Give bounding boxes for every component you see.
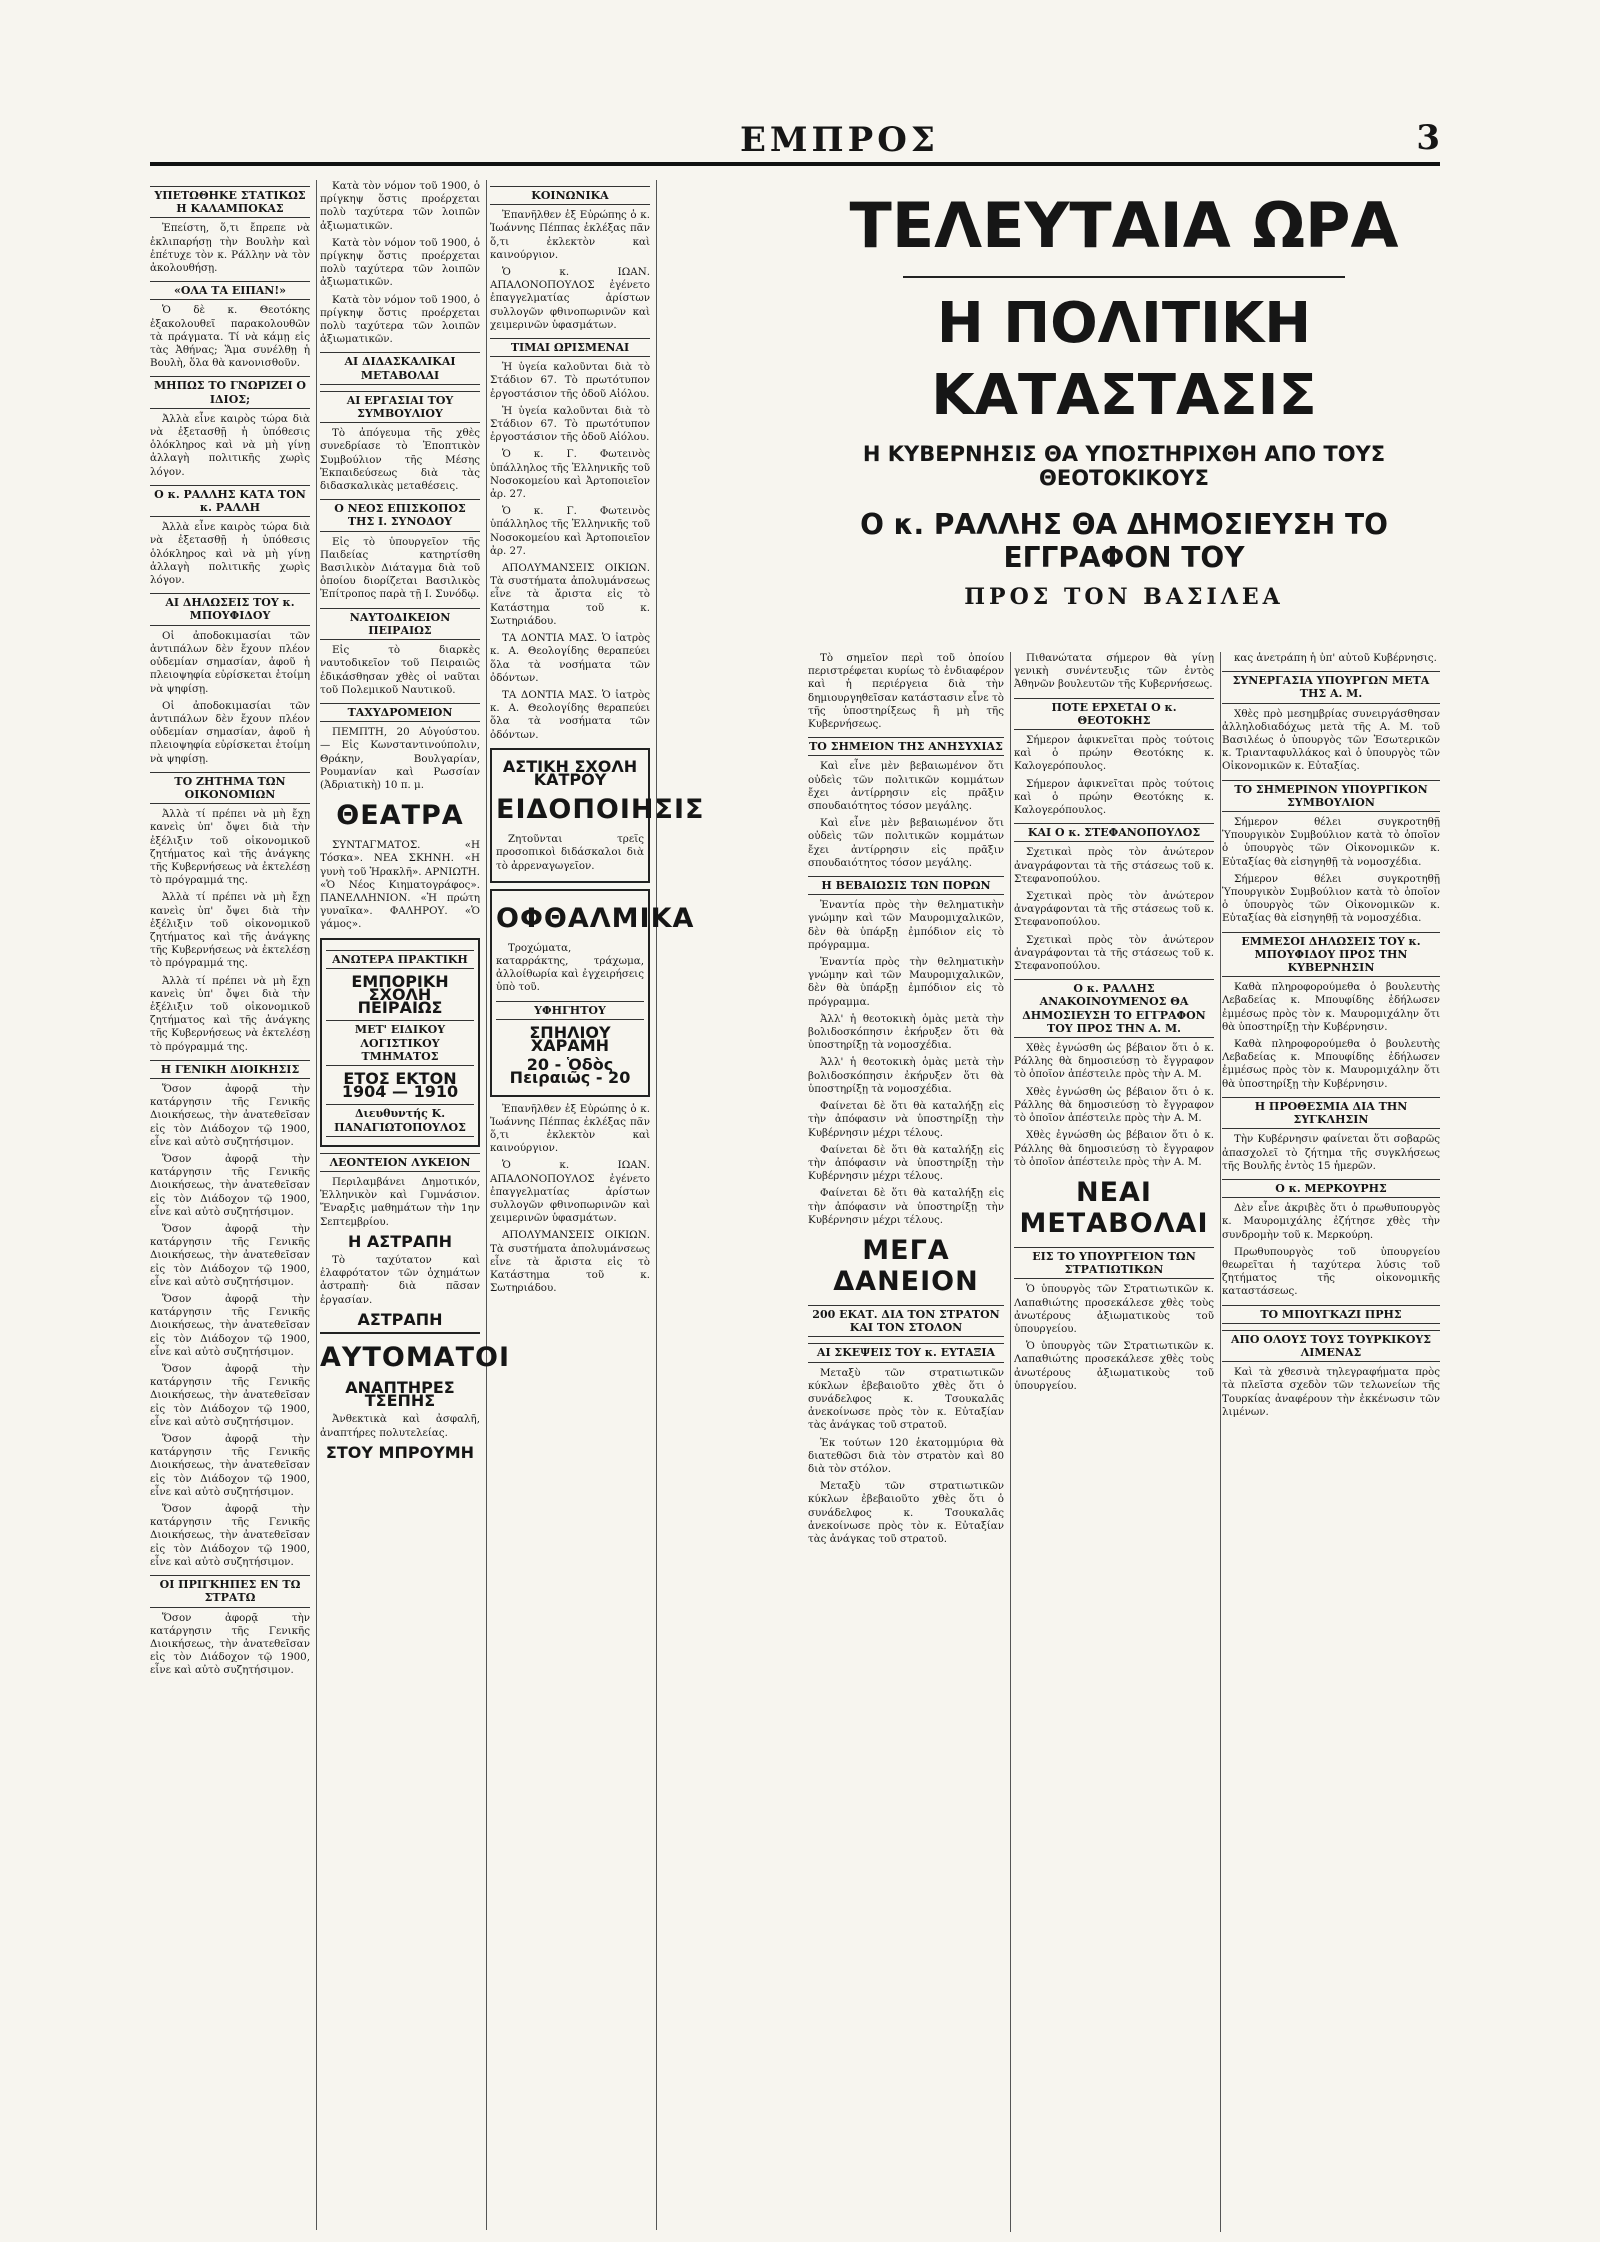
col4-text2: Ἐναντία πρὸς τὴν θεληματικὴν γνώμην καὶ τῶν Μαυρομιχαλικῶν, δὲν θὰ ὑπάρξῃ ἐμπόδιον εἰς τὸ πρόγραμμα. [808,899,1004,951]
col4-heading3b: 200 ΕΚΑΤ. ΔΙΑ ΤΟΝ ΣΤΡΑΤΟΝ ΚΑΙ ΤΟΝ ΣΤΟΛΟΝ [808,1305,1004,1337]
col2-heading6: ΘΕΑΤΡΑ [336,800,464,832]
col1-text6g: Ὅσον ἀφορᾷ τὴν κατάργησιν τῆς Γενικῆς Διοικήσεως, τὴν ἀνατεθεῖσαν εἰς τὸν Διάδοχον τῷ 1900, εἶνε καὶ αὐτὸ συζητήσιμον. [150,1503,310,1568]
col4-intro: Τὸ σημεῖον περὶ τοῦ ὁποίου περιστρέφεται κυρίως τὸ ἐνδιαφέρον καὶ ἡ περιέργεια διὰ τὴν δημιουργηθεῖσαν κατάστασιν εἶνε τὸ τῆς ὑποστηρίξεως ἢ μὴ τῆς Κυβερνήσεως. [808,652,1004,731]
col1-sub6: ΟΙ ΠΡΙΓΚΗΠΕΣ ΕΝ ΤΩ ΣΤΡΑΤΩ [150,1575,310,1607]
col3-text6: ΤΑ ΔΟΝΤΙΑ ΜΑΣ. Ὁ ἰατρὸς κ. Α. Θεολογίδης θεραπεύει ὅλα τὰ νοσήματα τῶν ὀδόντων. [490,632,650,684]
broumi-store: ΣΤΟΥ ΜΠΡΟΥΜΗ [325,1442,475,1462]
col6-text3: Καθὰ πληροφορούμεθα ὁ βουλευτὴς Λεβαδείας κ. Μπουφίδης ἐδήλωσεν ἐμμέσως πρὸς τὸν κ. Μαυρομιχάλην ὅτι θὰ ὑποστηρίξῃ τὴν Κυβέρνησιν. [1222,981,1440,1033]
headline-last-hour: ΤΕΛΕΥΤΑΙΑ ΩΡΑ [849,189,1399,262]
col6-text1: Χθὲς πρὸ μεσημβρίας συνειργάσθησαν ἀλληλοδιαδόχως μετὰ τῆς Α. Μ. τοῦ Βασιλέως ὁ ὑπουργὸς τῶν Ἐσωτερικῶν κ. Τριανταφυλλάκος καὶ ὁ ὑπουργὸς τῶν Οἰκονομικῶν κ. Εὐταξίας. [1222,707,1440,773]
col4-text5b: Μεταξὺ τῶν στρατιωτικῶν κύκλων ἐβεβαιοῦτο χθὲς ὅτι ὁ συνάδελφος κ. Τσουκαλᾶς ἀνεκοίνωσε πρὸς τὸν κ. Εὐταξίαν τὰς ἀνάγκας τοῦ στρατοῦ. [808,1480,1004,1545]
column-3 [490,180,705,2230]
automatoi-title: ΑΥΤΟΜΑΤΟΙ [320,1342,510,1374]
col3-text5b: ΑΠΟΛΥΜΑΝΣΕΙΣ ΟΙΚΙΩΝ. Τὰ συστήματα ἀπολυμάνσεως εἶνε τὰ ἄριστα εἰς τὸ Κατάστημα τοῦ κ. Σωτηριάδου. [490,1229,650,1295]
col3-text4: Ὁ κ. Γ. Φωτεινὸς ὑπάλληλος τῆς Ἐλληνικῆς τοῦ Νοσοκομείου καὶ Ἀρτοποιεῖον ἀρ. 27. [490,448,650,501]
column-5 [1014,652,1221,2232]
katrou-ad [490,748,705,883]
col1-text6h: Ὅσον ἀφορᾷ τὴν κατάργησιν τῆς Γενικῆς Διοικήσεως, τὴν ἀνατεθεῖσαν εἰς τὸν Διάδοχον τῷ 1900, εἶνε καὶ αὐτὸ συζητήσιμον. [150,1611,310,1677]
col1-text5: Ἀλλὰ τί πρέπει νὰ μὴ ἔχῃ κανεὶς ὑπ' ὄψει διὰ τὴν ἐξέλιξιν τοῦ οἰκονομικοῦ ζητήματος καὶ τῆς ἀνάγκης τῆς Κυβερνήσεως νὰ ἐκτελέσῃ τὸ πρόγραμμά της. [150,808,310,887]
astrapi-title: Η ΑΣΤΡΑΠΗ [347,1231,453,1251]
col1-text4b: Οἱ ἀποδοκιμασίαι τῶν ἀντιπάλων δὲν ἔχουν πλέον οὐδεμίαν σημασίαν, ἀφοῦ ἡ πλειοψηφία εὑρίσκεται ἑτοίμη νὰ ψηφίσῃ. [150,699,310,765]
col1-sub3: ΑΙ ΔΗΛΩΣΕΙΣ ΤΟΥ κ. ΜΠΟΥΦΙΔΟΥ [150,593,310,625]
automatoi-sub: ΑΝΑΠΤΗΡΕΣ ΤΣΕΠΗΣ [345,1378,455,1411]
col3-heading2: ΤΙΜΑΙ ΩΡΙΣΜΕΝΑΙ [490,338,650,357]
col2-text1c: Κατὰ τὸν νόμον τοῦ 1900, ὁ πρίγκηψ ὅστις προέρχεται πολὺ ταχύτερα τῶν λοιπῶν ἀξιωματικῶν. [320,293,480,346]
headline-rallis: Ο κ. ΡΑΛΛΗΣ ΘΑ ΔΗΜΟΣΙΕΥΣΗ ΤΟ ΕΓΓΡΑΦΟΝ ΤΟΥ [860,508,1388,574]
col5-text2: Σήμερον ἀφικνεῖται πρὸς τούτοις καὶ ὁ πρώην Θεοτόκης κ. Καλογερόπουλος. [1014,734,1214,773]
school-name: ΕΜΠΟΡΙΚΗ ΣΧΟΛΗ ΠΕΙΡΑΙΩΣ [351,971,449,1018]
col5-heading1: ΠΟΤΕ ΕΡΧΕΤΑΙ Ο κ. ΘΕΟΤΟΚΗΣ [1014,698,1214,730]
col6-text7: Καὶ τὰ χθεσινὰ τηλεγραφήματα πρὸς τὰ πλεῖστα σχεδὸν τῶν τελωνείων τῆς Τουρκίας ἀναφέρουν τὴν ἐκκένωσιν τῶν λιμένων. [1222,1366,1440,1418]
col4-text4b: Φαίνεται δὲ ὅτι θὰ καταλήξῃ εἰς τὴν ἀπόφασιν νὰ ὑποστηρίξῃ τὴν Κυβέρνησιν μέχρι τέλους. [808,1143,1004,1183]
col1-text3: Ἀλλὰ εἶνε καιρὸς τώρα διὰ νὰ ἐξετασθῇ ἡ ὑπόθεσις ὁλόκληρος καὶ νὰ μὴ γίνῃ ἀλλαγὴ πολιτικῆς χωρὶς λόγον. [150,412,310,478]
school-sub: ΜΕΤ' ΕΙΔΙΚΟΥ ΛΟΓΙΣΤΙΚΟΥ ΤΜΗΜΑΤΟΣ [326,1020,474,1066]
col2-text9: Ἀνθεκτικὰ καὶ ἀσφαλῆ, ἀναπτήρες πολυτελείας. [320,1413,480,1439]
ophthalmika-title: ΟΦΘΑΛΜΙΚΑ [496,902,695,934]
col1-sub1: ΜΗΠΩΣ ΤΟ ΓΝΩΡΙΖΕΙ Ο ΙΔΙΟΣ; [150,376,310,408]
col6-text0: κας ἀνετράπη ἡ ὑπ' αὐτοῦ Κυβέρνησις. [1234,652,1437,664]
col6-text5: Δὲν εἶνε ἀκριβὲς ὅτι ὁ πρωθυπουργὸς κ. Μαυρομιχάλης ἐζήτησε χθὲς τὴν συνδρομὴν τοῦ κ. Μερκούρη. [1222,1202,1440,1241]
column-6 [1222,652,1440,2232]
col1-text3b: Ἀλλὰ εἶνε καιρὸς τώρα διὰ νὰ ἐξετασθῇ ἡ ὑπόθεσις ὁλόκληρος καὶ νὰ μὴ γίνῃ ἀλλαγὴ πολιτικῆς χωρὶς λόγον. [150,521,310,587]
col5-heading3: Ο κ. ΡΑΛΛΗΣ ΑΝΑΚΟΙΝΟΥΜΕΝΟΣ ΘΑ ΔΗΜΟΣΙΕΥΣΗ ΤΟ ΕΓΓΡΑΦΟΝ ΤΟΥ ΠΡΟΣ ΤΗΝ Α. Μ. [1014,979,1214,1038]
col2-heading5: ΤΑΧΥΔΡΟΜΕΙΟΝ [320,703,480,722]
column-1 [150,180,317,2230]
ophthalmika-ad [490,889,695,1097]
col1-text6: Ὅσον ἀφορᾷ τὴν κατάργησιν τῆς Γενικῆς Διοικήσεως, τὴν ἀνατεθεῖσαν εἰς τὸν Διάδοχον τῷ 1900, εἶνε καὶ αὐτὸ συζητήσιμον. [150,1082,310,1148]
col6-text2b: Σήμερον θέλει συγκροτηθῇ Ὑπουργικὸν Συμβούλιον κατὰ τὸ ὁποῖον ὁ ὑπουργὸς τῶν Οἰκονομικῶν κ. Εὐταξίας θὰ εἰσηγηθῇ τὰ νομοσχέδια. [1222,872,1440,925]
col6-heading5: Ο κ. ΜΕΡΚΟΥΡΗΣ [1222,1179,1440,1198]
col1-text5b: Ἀλλὰ τί πρέπει νὰ μὴ ἔχῃ κανεὶς ὑπ' ὄψει διὰ τὴν ἐξέλιξιν τοῦ οἰκονομικοῦ ζητήματος καὶ τῆς ἀνάγκης τῆς Κυβερνήσεως νὰ ἐκτελέσῃ τὸ πρόγραμμά της. [150,891,310,970]
col1-text2: Ὁ δὲ κ. Θεοτόκης ἐξακολουθεῖ παρακολουθῶν τὰ πράγματα. Τί νὰ κάμῃ εἰς τὰς Ἀθήνας; Ἅμα συνέλθῃ ἡ Βουλὴ, ὅλα θὰ κανονισθοῦν. [150,304,310,370]
ophthalmika-doctor: ΣΠΗΛΙΟΥ ΧΑΡΑΜΗ [529,1022,611,1055]
col4-heading2: Η ΒΕΒΑΙΩΣΙΣ ΤΩΝ ΠΟΡΩΝ [808,876,1004,895]
col2-text3: Εἰς τὸ ὑπουργεῖον τῆς Παιδείας κατηρτίσθη Βασιλικὸν Διάταγμα διὰ τοῦ ὁποίου διορίζεται Βασιλικὸς Ἐπίτροπος παρὰ τῇ Ι. Συνόδῳ. [320,535,480,601]
col2-heading2: ΑΙ ΕΡΓΑΣΙΑΙ ΤΟΥ ΣΥΜΒΟΥΛΙΟΥ [320,391,480,423]
col3-text1b: Ἐπανῆλθεν ἐξ Εὐρώπης ὁ κ. Ἰωάννης Πέππας ἐκλέξας πᾶν ὅ,τι ἐκλεκτὸν καὶ καινούργιον. [490,1102,650,1155]
col5-heading2: ΚΑΙ Ο κ. ΣΤΕΦΑΝΟΠΟΥΛΟΣ [1014,823,1214,842]
col3-text5: ΑΠΟΛΥΜΑΝΣΕΙΣ ΟΙΚΙΩΝ. Τὰ συστήματα ἀπολυμάνσεως εἶνε τὰ ἄριστα εἰς τὸ Κατάστημα τοῦ κ. Σωτηριάδου. [490,562,650,627]
col4-text2b: Ἐναντία πρὸς τὴν θεληματικὴν γνώμην καὶ τῶν Μαυρομιχαλικῶν, δὲν θὰ ὑπάρξῃ ἐμπόδιον εἰς τὸ πρόγραμμα. [808,956,1004,1008]
col5-text4: Χθὲς ἐγνώσθη ὡς βέβαιον ὅτι ὁ κ. Ράλλης θὰ δημοσιεύσῃ τὸ ἔγγραφον τὸ ὁποῖον ἀπέστειλε πρὸς τὴν Α. Μ. [1014,1042,1214,1081]
col1-text6d: Ὅσον ἀφορᾷ τὴν κατάργησιν τῆς Γενικῆς Διοικήσεως, τὴν ἀνατεθεῖσαν εἰς τὸν Διάδοχον τῷ 1900, εἶνε καὶ αὐτὸ συζητήσιμον. [150,1293,310,1358]
col5-heading4: ΝΕΑΙ ΜΕΤΑΒΟΛΑΙ [1019,1176,1209,1239]
col3-text8: Τροχώματα, καταρράκτης, τράχωμα, ἀλλοίθωρία καὶ ἐγχειρήσεις ὑπὸ τοῦ. [496,941,644,994]
col2-text5: ΠΕΜΠΤΗ, 20 Αὐγούστου. — Εἰς Κωνσταντινούπολιν, Θράκην, Βουλγαρίαν, Ρουμανίαν καὶ Ρωσσίαν (Ἀδριατικὴ) 10 π. μ. [320,726,480,791]
col6-heading6: ΤΟ ΜΠΟΥΓΚΑΖΙ ΠΡΗΣ [1222,1305,1440,1324]
col3-text2b: Ὁ κ. ΙΩΑΝ. ΑΠΑΛΟΝΟΠΟΥΛΟΣ ἐγένετο ἐπαγγελματίας ἀρίστων συλλογῶν φθινοπωρινῶν καὶ χειμερινῶν ὑφασμάτων. [490,1159,650,1225]
col2-text4: Εἰς τὸ διαρκὲς ναυτοδικεῖον τοῦ Πειραιῶς ἐδικάσθησαν χθὲς οἱ ναῦται τοῦ Πολεμικοῦ Ναυτικοῦ. [320,644,480,696]
col2-heading8: ΛΕΟΝΤΕΙΟΝ ΛΥΚΕΙΟΝ [320,1153,480,1172]
col3-text6b: ΤΑ ΔΟΝΤΙΑ ΜΑΣ. Ὁ ἰατρὸς κ. Α. Θεολογίδης θεραπεύει ὅλα τὰ νοσήματα τῶν ὀδόντων. [490,688,650,741]
col6-heading3: ΕΜΜΕΣΟΙ ΔΗΛΩΣΕΙΣ ΤΟΥ κ. ΜΠΟΥΦΙΔΟΥ ΠΡΟΣ ΤΗΝ ΚΥΒΕΡΝΗΣΙΝ [1222,932,1440,978]
col3-text1: Ἐπανῆλθεν ἐξ Εὐρώπης ὁ κ. Ἰωάννης Πέππας ἐκλέξας πᾶν ὅ,τι ἐκλεκτὸν καὶ καινούργιον. [490,209,650,261]
col5-text3b: Σχετικαὶ πρὸς τὸν ἀνώτερον ἀναγράφονται τὰ τῆς στάσεως τοῦ κ. Στεφανοπούλου. [1014,890,1214,929]
col1-sub2: Ο κ. ΡΑΛΛΗΣ ΚΑΤΑ ΤΟΝ κ. ΡΑΛΛΗ [150,485,310,517]
col6-text2: Σήμερον θέλει συγκροτηθῇ Ὑπουργικὸν Συμβούλιον κατὰ τὸ ὁποῖον ὁ ὑπουργὸς τῶν Οἰκονομικῶν κ. Εὐταξίας θὰ εἰσηγηθῇ τὰ νομοσχέδια. [1222,816,1440,868]
col5-text3: Σχετικαὶ πρὸς τὸν ἀνώτερον ἀναγράφονται τὰ τῆς στάσεως τοῦ κ. Στεφανοπούλου. [1014,846,1214,885]
col6-heading6b: ΑΠΟ ΟΛΟΥΣ ΤΟΥΣ ΤΟΥΡΚΙΚΟΥΣ ΛΙΜΕΝΑΣ [1222,1330,1440,1362]
col5-text4c: Χθὲς ἐγνώσθη ὡς βέβαιον ὅτι ὁ κ. Ράλλης θὰ δημοσιεύσῃ τὸ ἔγγραφον τὸ ὁποῖον ἀπέστειλε πρὸς τὴν Α. Μ. [1014,1129,1214,1168]
col6-text4: Τὴν Κυβέρνησιν φαίνεται ὅτι σοβαρῶς ἀπασχολεῖ τὸ ζήτημα τῆς συγκλήσεως τῆς Βουλῆς ἐντὸς 15 ἡμερῶν. [1222,1133,1440,1172]
col2-text8: Τὸ ταχύτατον καὶ ἐλαφρότατον τῶν ὀχημάτων ἀστραπὴ· διὰ πᾶσαν ἐργασίαν. [320,1254,480,1306]
col1-text1: Ἐπείστη, ὅ,τι ἔπρεπε νὰ ἐκλιπαρήσῃ τὴν Βουλὴν καὶ ἐπέτυχε τὸν κ. Ράλλην νὰ τὸν ἀκολουθήσῃ. [150,222,310,275]
col2-text1: Κατὰ τὸν νόμον τοῦ 1900, ὁ πρίγκηψ ὅστις προέρχεται πολὺ ταχύτερα τῶν λοιπῶν ἀξιωματικῶν. [320,180,480,232]
col1-text6f: Ὅσον ἀφορᾷ τὴν κατάργησιν τῆς Γενικῆς Διοικήσεως, τὴν ἀνατεθεῖσαν εἰς τὸν Διάδοχον τῷ 1900, εἶνε καὶ αὐτὸ συζητήσιμον. [150,1433,310,1498]
col4-text5: Μεταξὺ τῶν στρατιωτικῶν κύκλων ἐβεβαιοῦτο χθὲς ὅτι ὁ συνάδελφος κ. Τσουκαλᾶς ἀνεκοίνωσε πρὸς τὸν κ. Εὐταξίαν τὰς ἀνάγκας τοῦ στρατοῦ. [808,1366,1004,1432]
col4-heading1: ΤΟ ΣΗΜΕΙΟΝ ΤΗΣ ΑΝΗΣΥΧΙΑΣ [808,737,1004,756]
col3-text3b: Ἡ ὑγεία καλοῦνται διὰ τὸ Στάδιον 67. Τὸ πρωτότυπον ἐργοστάσιον τῆς ὁδοῦ Αἰόλου. [490,404,650,444]
col2-text1b: Κατὰ τὸν νόμον τοῦ 1900, ὁ πρίγκηψ ὅστις προέρχεται πολὺ ταχύτερα τῶν λοιπῶν ἀξιωματικῶν. [320,236,480,289]
school-dir: Διευθυντής Κ. ΠΑΝΑΓΙΩΤΟΠΟΥΛΟΣ [326,1104,474,1136]
col2-heading3: Ο ΝΕΟΣ ΕΠΙΣΚΟΠΟΣ ΤΗΣ Ι. ΣΥΝΟΔΟΥ [320,499,480,531]
col5-heading4b: ΕΙΣ ΤΟ ΥΠΟΥΡΓΕΙΟΝ ΤΩΝ ΣΤΡΑΤΙΩΤΙΚΩΝ [1014,1247,1214,1279]
col6-text3b: Καθὰ πληροφορούμεθα ὁ βουλευτὴς Λεβαδείας κ. Μπουφίδης ἐδήλωσεν ἐμμέσως πρὸς τὸν κ. Μαυρομιχάλην ὅτι θὰ ὑποστηρίξῃ τὴν Κυβέρνησιν. [1222,1038,1440,1090]
school-ad [320,938,480,1147]
col3-text3: Ἡ ὑγεία καλοῦνται διὰ τὸ Στάδιον 67. Τὸ πρωτότυπον ἐργοστάσιον τῆς ὁδοῦ Αἰόλου. [490,361,650,400]
col4-text3b: Ἀλλ' ἡ θεοτοκικὴ ὁμὰς μετὰ τὴν βολιδοσκόπησιν ἐκήρυξεν ὅτι θὰ ὑποστηρίξῃ τὰ νομοσχέδια. [808,1056,1004,1095]
school-year: ΕΤΟΣ ΕΚΤΟΝ 1904 — 1910 [341,1068,459,1102]
col1-sub4: ΤΟ ΖΗΤΗΜΑ ΤΩΝ ΟΙΚΟΝΟΜΙΩΝ [150,772,310,804]
col4-text6: Ἐκ τούτων 120 ἑκατομμύρια θὰ διατεθῶσι διὰ τὸν στρατὸν καὶ 80 διὰ τὸν στόλον. [808,1436,1004,1475]
col4-text4c: Φαίνεται δὲ ὅτι θὰ καταλήξῃ εἰς τὴν ἀπόφασιν νὰ ὑποστηρίξῃ τὴν Κυβέρνησιν μέχρι τέλους. [808,1187,1004,1226]
page-number: 3 [1416,118,1440,158]
col4-heading3: ΜΕΓΑ ΔΑΝΕΙΟΝ [833,1234,979,1297]
col6-text6: Πρωθυπουργὸς τοῦ ὑπουργείου θεωρεῖται ἡ ταχύτερα λύσις τοῦ ζητήματος τῆς οἰκονομικῆς καταστάσεως. [1222,1245,1440,1298]
paper-name: ΕΜΠΡΟΣ [740,120,939,160]
col5-text1: Πιθανώτατα σήμερον θὰ γίνῃ γενικὴ συνέντευξις τῶν ἐντὸς Ἀθηνῶν βουλευτῶν τῆς Κυβερνήσεως. [1014,652,1214,691]
col5-text5: Ὁ ὑπουργὸς τῶν Στρατιωτικῶν κ. Λαπαθιώτης προσεκάλεσε χθὲς τοὺς ἀνωτέρους ἀξιωματικοὺς τοῦ ὑπουργείου. [1014,1283,1214,1335]
headline-rule-1 [903,276,1345,278]
astrapi-logo: ΑΣΤΡΑΠΗ [357,1309,443,1329]
col5-text5b: Ὁ ὑπουργὸς τῶν Στρατιωτικῶν κ. Λαπαθιώτης προσεκάλεσε χθὲς τοὺς ἀνωτέρους ἀξιωματικοὺς τοῦ ὑπουργείου. [1014,1340,1214,1392]
col2-text6: ΣΥΝΤΑΓΜΑΤΟΣ. «Η Τόσκα». ΝΕΑ ΣΚΗΝΗ. «Η γυνὴ τοῦ Ἡρακλῆ». ΑΡΝΙΩΤΗ. «Ὁ Νέος Κιηματογράφος». ΠΑΝΕΛΛΗΝΙΟΝ. «Ἡ πρώτη γυναῖκα». ΦΑΛΗΡΟΥ. «Ὁ γάμος». [320,839,480,931]
col5-text2b: Σήμερον ἀφικνεῖται πρὸς τούτοις καὶ ὁ πρώην Θεοτόκης κ. Καλογερόπουλος. [1014,777,1214,817]
col2-heading1: ΑΙ ΔΙΔΑΣΚΑΛΙΚΑΙ ΜΕΤΑΒΟΛΑΙ [320,352,480,384]
headline-block [808,180,1440,645]
col3-heading1: ΚΟΙΝΩΝΙΚΑ [490,186,650,205]
col3-heading3: ΑΣΤΙΚΗ ΣΧΟΛΗ ΚΑΤΡΟΥ [502,756,638,789]
col5-text3c: Σχετικαὶ πρὸς τὸν ἀνώτερον ἀναγράφονται τὰ τῆς στάσεως τοῦ κ. Στεφανοπούλου. [1014,933,1214,973]
headline-subtitle: Η ΚΥΒΕΡΝΗΣΙΣ ΘΑ ΥΠΟΣΤΗΡΙΧΘΗ ΑΠΟ ΤΟΥΣ ΘΕΟΤΟΚΙΚΟΥΣ [862,442,1386,490]
col1-text6b: Ὅσον ἀφορᾷ τὴν κατάργησιν τῆς Γενικῆς Διοικήσεως, τὴν ἀνατεθεῖσαν εἰς τὸν Διάδοχον τῷ 1900, εἶνε καὶ αὐτὸ συζητήσιμον. [150,1153,310,1218]
col2-heading4: ΝΑΥΤΟΔΙΚΕΙΟΝ ΠΕΙΡΑΙΩΣ [320,608,480,640]
col4-text1b: Καὶ εἶνε μὲν βεβαιωμένον ὅτι οὐδεὶς τῶν πολιτικῶν κομμάτων ἔχει ἀντίρρησιν εἰς πρᾶξιν σπουδαιότητος τόσον μεγάλης. [808,817,1004,869]
col1-quote: «ΟΛΑ ΤΑ ΕΙΠΑΝ!» [150,281,310,300]
col2-text7: Περιλαμβάνει Δημοτικόν, Ἑλληνικὸν καὶ Γυμνάσιον. Ἔναρξις μαθημάτων τὴν 1ην Σεπτεμβρίου. [320,1175,480,1228]
col3-heading4: ΕΙΔΟΠΟΙΗΣΙΣ [496,794,705,826]
ophthalmika-street: 20 - Ὁδὸς Πειραιῶς - 20 [509,1055,631,1088]
column-2 [320,180,510,2230]
col3-text4b: Ὁ κ. Γ. Φωτεινὸς ὑπάλληλος τῆς Ἐλληνικῆς τοῦ Νοσοκομείου καὶ Ἀρτοποιεῖον ἀρ. 27. [490,505,650,557]
col4-text3: Ἀλλ' ἡ θεοτοκικὴ ὁμὰς μετὰ τὴν βολιδοσκόπησιν ἐκήρυξεν ὅτι θὰ ὑποστηρίξῃ τὰ νομοσχέδια. [808,1012,1004,1052]
col6-heading4: Η ΠΡΟΘΕΣΜΙΑ ΔΙΑ ΤΗΝ ΣΥΓΚΛΗΣΙΝ [1222,1097,1440,1129]
col5-text4b: Χθὲς ἐγνώσθη ὡς βέβαιον ὅτι ὁ κ. Ράλλης θὰ δημοσιεύσῃ τὸ ἔγγραφον τὸ ὁποῖον ἀπέστειλε πρὸς τὴν Α. Μ. [1014,1085,1214,1125]
col1-sub5: Η ΓΕΝΙΚΗ ΔΙΟΙΚΗΣΙΣ [150,1060,310,1079]
col1-text4: Οἱ ἀποδοκιμασίαι τῶν ἀντιπάλων δὲν ἔχουν πλέον οὐδεμίαν σημασίαν, ἀφοῦ ἡ πλειοψηφία εὑρίσκεται ἑτοίμη νὰ ψηφίσῃ. [150,629,310,695]
col3-text2: Ὁ κ. ΙΩΑΝ. ΑΠΑΛΟΝΟΠΟΥΛΟΣ ἐγένετο ἐπαγγελματίας ἀρίστων συλλογῶν φθινοπωρινῶν καὶ χειμερινῶν ὑφασμάτων. [490,266,650,331]
col4-text1: Καὶ εἶνε μὲν βεβαιωμένον ὅτι οὐδεὶς τῶν πολιτικῶν κομμάτων ἔχει ἀντίρρησιν εἰς πρᾶξιν σπουδαιότητος τόσον μεγάλης. [808,760,1004,813]
masthead [150,112,1440,172]
ophthalmika-name: ΥΦΗΓΗΤΟΥ [496,1001,644,1020]
col1-heading: ΥΠΕΤΩΘΗΚΕ ΣΤΑΤΙΚΩΣ Η ΚΑΛΑΜΠΟΚΑΣ [150,186,310,218]
col2-heading7: ΑΝΩΤΕΡΑ ΠΡΑΚΤΙΚΗ [326,950,474,969]
col1-text6e: Ὅσον ἀφορᾷ τὴν κατάργησιν τῆς Γενικῆς Διοικήσεως, τὴν ἀνατεθεῖσαν εἰς τὸν Διάδοχον τῷ 1900, εἶνε καὶ αὐτὸ συζητήσιμον. [150,1363,310,1428]
headline-political-situation: Η ΠΟΛΙΤΙΚΗ ΚΑΤΑΣΤΑΣΙΣ [931,291,1317,428]
headline-to-king: ΠΡΟΣ ΤΟΝ ΒΑΣΙΛΕΑ [964,584,1284,610]
col3-text7: Ζητοῦνται τρεῖς προσοπικοὶ διδάσκαλοι διὰ τὸ ἀρρεναγωγεῖον. [496,833,644,872]
top-rule [150,162,1440,166]
col2-rule [320,1332,480,1334]
col1-text5c: Ἀλλὰ τί πρέπει νὰ μὴ ἔχῃ κανεὶς ὑπ' ὄψει διὰ τὴν ἐξέλιξιν τοῦ οἰκονομικοῦ ζητήματος καὶ τῆς ἀνάγκης τῆς Κυβερνήσεως νὰ ἐκτελέσῃ τὸ πρόγραμμά της. [150,974,310,1053]
column-4 [808,652,1011,2232]
col4-text4: Φαίνεται δὲ ὅτι θὰ καταλήξῃ εἰς τὴν ἀπόφασιν νὰ ὑποστηρίξῃ τὴν Κυβέρνησιν μέχρι τέλους. [808,1100,1004,1139]
col1-text6c: Ὅσον ἀφορᾷ τὴν κατάργησιν τῆς Γενικῆς Διοικήσεως, τὴν ἀνατεθεῖσαν εἰς τὸν Διάδοχον τῷ 1900, εἶνε καὶ αὐτὸ συζητήσιμον. [150,1223,310,1288]
col2-text2: Τὸ ἀπόγευμα τῆς χθὲς συνεδρίασε τὸ Ἐποπτικὸν Συμβούλιον τῆς Μέσης Ἐκπαιδεύσεως διὰ τὰς διδασκαλικὰς μεταθέσεις. [320,427,480,493]
col6-heading1: ΣΥΝΕΡΓΑΣΙΑ ΥΠΟΥΡΓΩΝ ΜΕΤΑ ΤΗΣ Α. Μ. [1222,671,1440,703]
col6-heading2: ΤΟ ΣΗΜΕΡΙΝΟΝ ΥΠΟΥΡΓΙΚΟΝ ΣΥΜΒΟΥΛΙΟΝ [1222,780,1440,812]
col4-heading3c: ΑΙ ΣΚΕΨΕΙΣ ΤΟΥ κ. ΕΥΤΑΞΙΑ [808,1343,1004,1362]
